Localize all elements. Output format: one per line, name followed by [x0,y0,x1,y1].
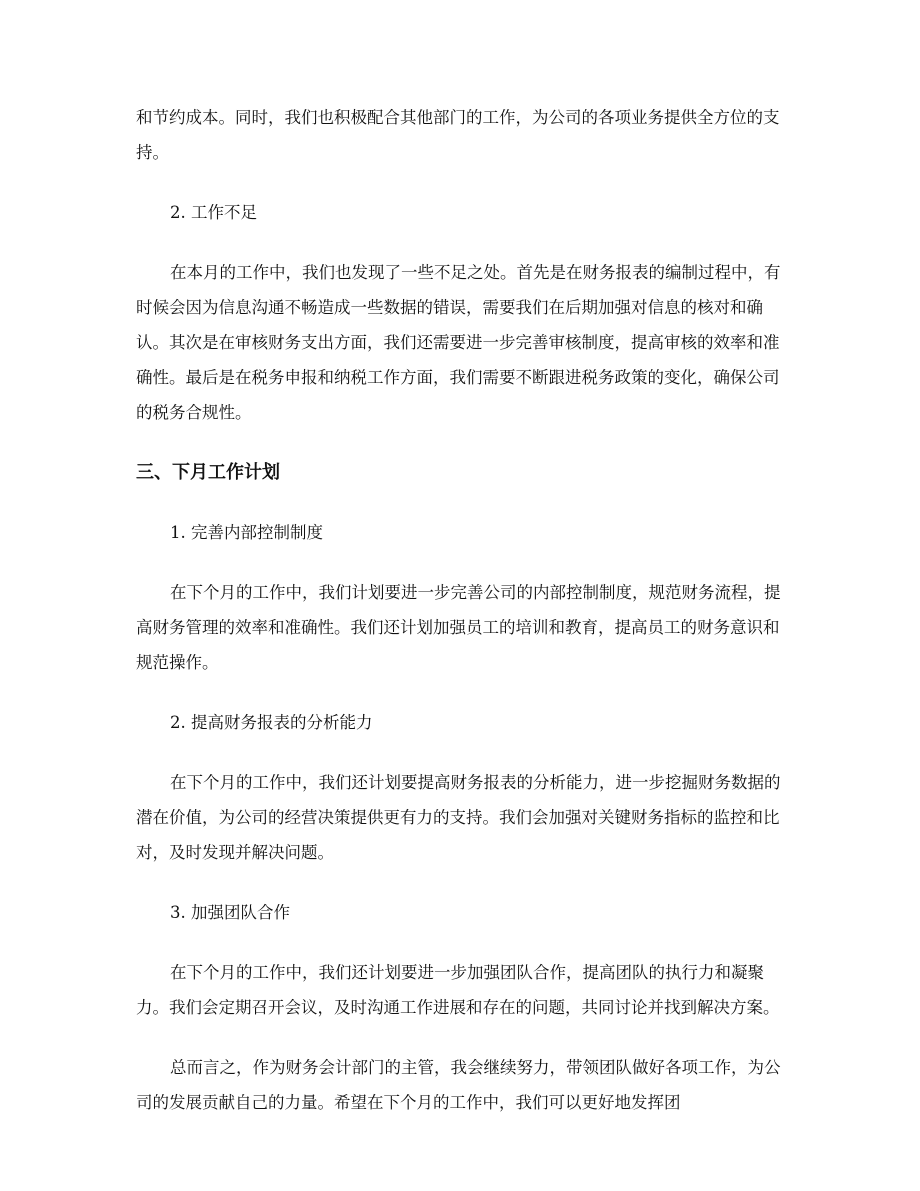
paragraph-report-analysis: 在下个月的工作中，我们还计划要提高财务报表的分析能力，进一步挖掘财务数据的潜在价值，为公司的经营决策提供更有力的支持。我们会加强对关键财务指标的监控和比对，及时发现并解决问题。 [136,773,781,862]
paragraph-teamwork: 在下个月的工作中，我们还计划要进一步加强团队合作，提高团队的执行力和凝聚力。我们会定期召开会议，及时沟通工作进展和存在的问题，共同讨论并找到解决方案。 [136,963,780,1017]
paragraph-internal-control: 在下个月的工作中，我们计划要进一步完善公司的内部控制制度，规范财务流程，提高财务管理的效率和准确性。我们还计划加强员工的培训和教育，提高员工的财务意识和规范操作。 [136,583,781,672]
subheading-work-shortcomings: 2. 工作不足 [170,203,257,222]
paragraph-shortcomings: 在本月的工作中，我们也发现了一些不足之处。首先是在财务报表的编制过程中，有时候会因为信息沟通不畅造成一些数据的错误，需要我们在后期加强对信息的核对和确认。其次是在审核财务支出方面，我们还需要进一步完善审核制度，提高审核的效率和准确性。最后是在税务申报和纳税工作方面，我们需要不断跟进税务政策的变化，确保公司的税务合规性。 [136,263,781,422]
paragraph-conclusion: 总而言之，作为财务会计部门的主管，我会继续努力，带领团队做好各项工作，为公司的发展贡献自己的力量。希望在下个月的工作中，我们可以更好地发挥团 [136,1058,781,1112]
paragraph-continued: 和节约成本。同时，我们也积极配合其他部门的工作，为公司的各项业务提供全方位的支持。 [136,108,780,162]
subheading-report-analysis: 2. 提高财务报表的分析能力 [170,713,373,732]
document-body [136,100,786,1120]
section-heading-next-month-plan: 三、下月工作计划 [136,462,280,483]
subheading-teamwork: 3. 加强团队合作 [170,903,290,922]
subheading-internal-control: 1. 完善内部控制制度 [170,523,323,542]
